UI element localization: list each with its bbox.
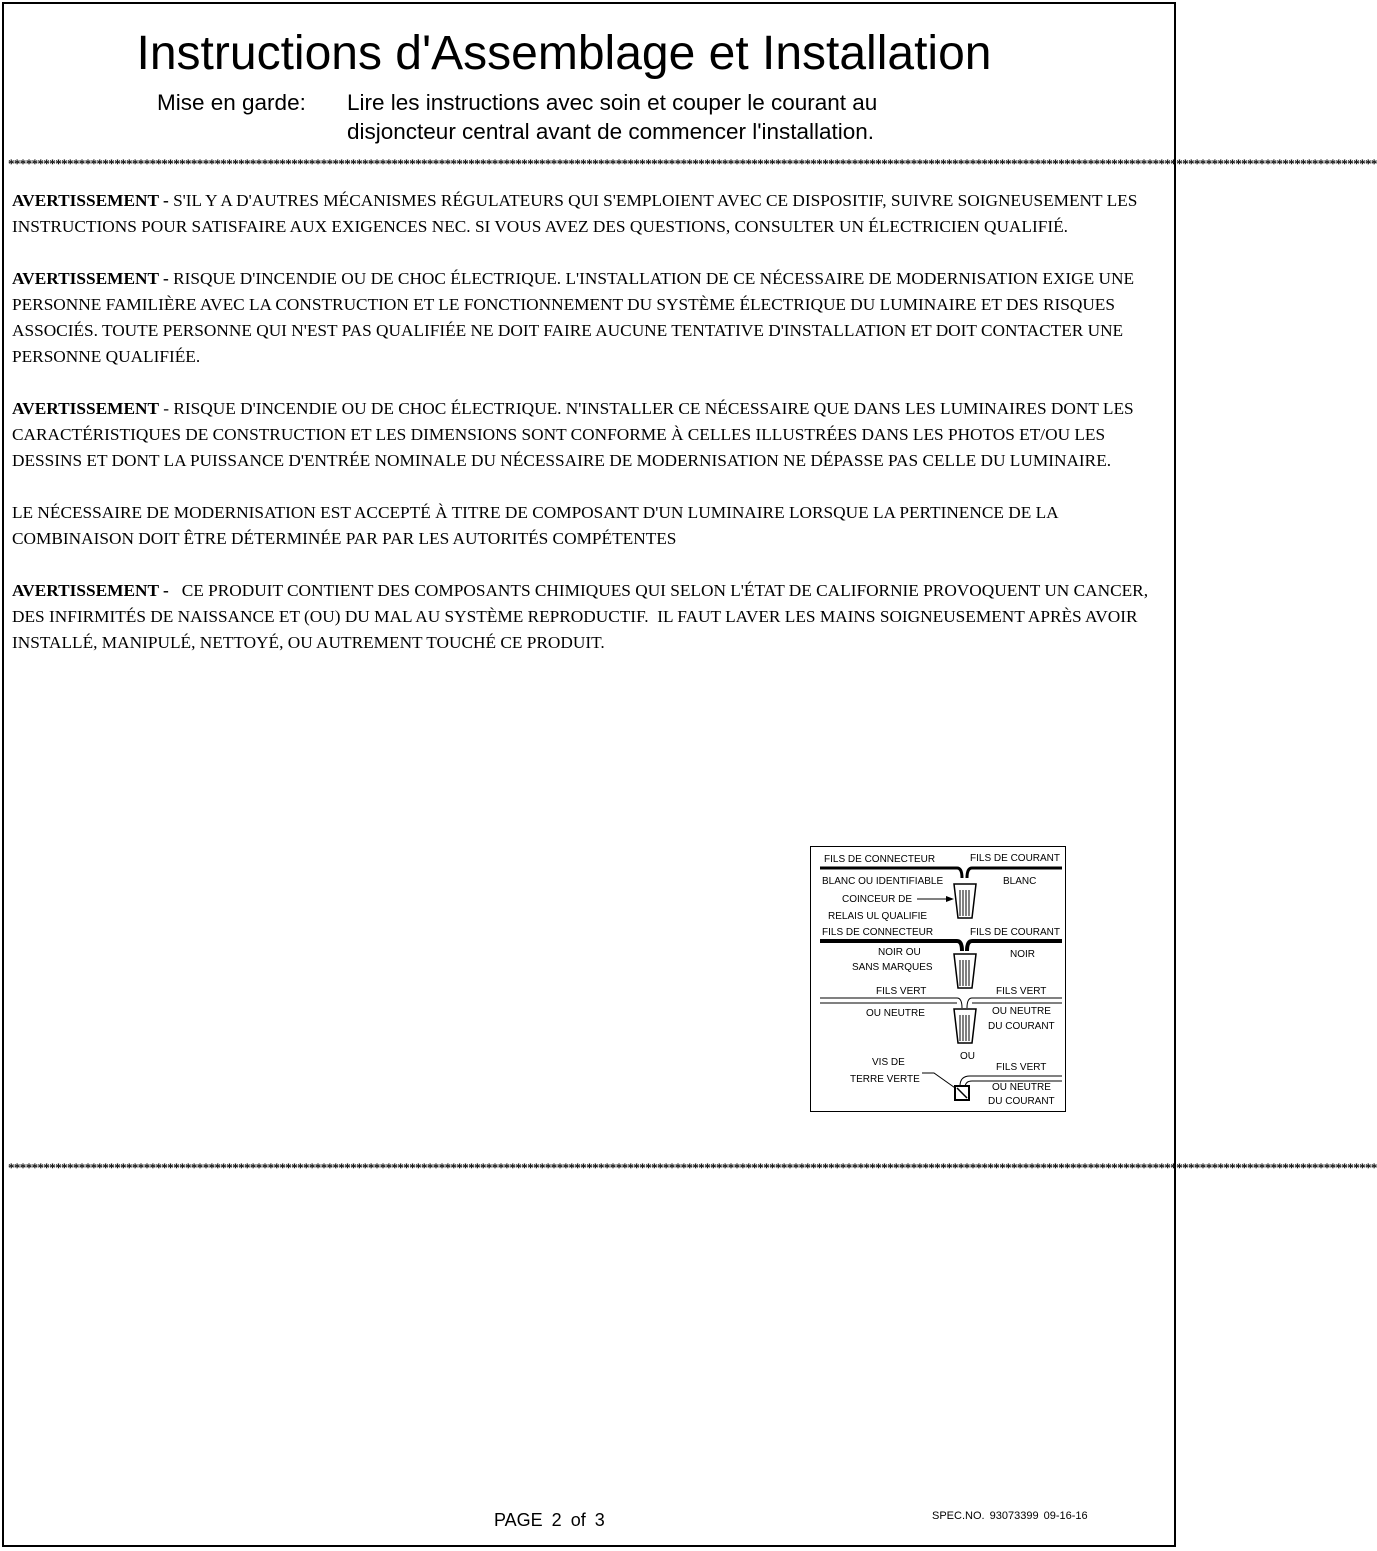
or-neutral-label: OU NEUTRE bbox=[866, 1008, 925, 1019]
warnings-section bbox=[12, 188, 1152, 682]
ground-screw-label-1: VIS DE bbox=[872, 1057, 905, 1068]
black-label: NOIR bbox=[1010, 949, 1035, 960]
supply-wires-label: FILS DE COURANT bbox=[970, 853, 1061, 864]
green-wire-label: FILS VERT bbox=[876, 986, 927, 997]
or-neutral-supply-label-1: OU NEUTRE bbox=[992, 1006, 1051, 1017]
separator-bottom: **************************************************************************************************************************************************************************************************************************************** bbox=[8, 1160, 1377, 1175]
wire-nut-icon bbox=[954, 1009, 976, 1043]
instruction-page bbox=[2, 2, 1377, 1547]
green-wire-label: FILS VERT bbox=[996, 1062, 1047, 1073]
notice-text: LE NÉCESSAIRE DE MODERNISATION EST ACCEPTÉ À TITRE DE COMPOSANT D'UN LUMINAIRE LORSQUE LA PERTINENCE DE LA COMBINAISON DOIT ÊTRE DÉTERMINÉE PAR PAR LES AUTORITÉS COMPÉTENTES bbox=[12, 503, 1058, 548]
warning-label: AVERTISSEMENT - bbox=[12, 269, 174, 288]
notice-paragraph bbox=[12, 500, 1152, 552]
page-number: PAGE 2 of 3 bbox=[494, 1510, 605, 1530]
warning-text: RISQUE D'INCENDIE OU DE CHOC ÉLECTRIQUE. L'INSTALLATION DE CE NÉCESSAIRE DE MODERNISATION EXIGE UNE PERSONNE FAMILIÈRE AVEC LA CONSTRUCTION ET LE FONCTIONNEMENT DU SYSTÈME ÉLECTRIQUE DU LUMINAIRE ET DES RISQUES ASSOCIÉS. TOUTE PERSONNE QUI N'EST PAS QUALIFIÉE NE DOIT FAIRE AUCUNE TENTATIVE D'INSTALLATION ET DOIT CONTACTER UNE PERSONNE QUALIFIÉE. bbox=[12, 269, 1135, 366]
white-label: BLANC bbox=[1003, 876, 1037, 887]
or-neutral-supply-label-2: DU COURANT bbox=[988, 1096, 1055, 1107]
white-or-identified-label: BLANC OU IDENTIFIABLE bbox=[822, 876, 944, 887]
wire-nut-icon bbox=[954, 884, 976, 918]
warning-label: AVERTISSEMENT - bbox=[12, 191, 174, 210]
or-neutral-supply-label-2: DU COURANT bbox=[988, 1021, 1055, 1032]
separator-top: **************************************************************************************************************************************************************************************************************************************** bbox=[8, 156, 1377, 171]
warning-label: AVERTISSEMENT - bbox=[12, 581, 174, 600]
or-label: OU bbox=[960, 1051, 975, 1062]
warning-label: AVERTISSEMENT bbox=[12, 399, 159, 418]
warning-text: - RISQUE D'INCENDIE OU DE CHOC ÉLECTRIQUE. N'INSTALLER CE NÉCESSAIRE QUE DANS LES LUMINAIRES DONT LES CARACTÉRISTIQUES DE CONSTRUCTION ET LES DIMENSIONS SONT CONFORME À CELLES ILLUSTRÉES DANS LES PHOTOS ET/OU LES DESSINS ET DONT LA PUISSANCE D'ENTRÉE NOMINALE DU NÉCESSAIRE DE MODERNISATION NE DÉPASSE PAS CELLE DU LUMINAIRE. bbox=[12, 399, 1134, 470]
spec-number: SPEC.NO. 93073399 09-16-16 bbox=[932, 1510, 1088, 1522]
warning-paragraph bbox=[12, 188, 1152, 240]
warning-text: S'IL Y A D'AUTRES MÉCANISMES RÉGULATEURS QUI S'EMPLOIENT AVEC CE DISPOSITIF, SUIVRE SOIGNEUSEMENT LES INSTRUCTIONS POUR SATISFAIRE AUX EXIGENCES NEC. SI VOUS AVEZ DES QUESTIONS, CONSULTER UN ÉLECTRICIEN QUALIFIÉ. bbox=[12, 191, 1138, 236]
fixture-wires-label: FILS DE CONNECTEUR bbox=[822, 927, 934, 938]
green-wire-label: FILS VERT bbox=[996, 986, 1047, 997]
wire-nut-icon bbox=[954, 954, 976, 988]
supply-wires-label: FILS DE COURANT bbox=[970, 927, 1061, 938]
fixture-wires-label: FILS DE CONNECTEUR bbox=[824, 854, 936, 865]
warning-paragraph bbox=[12, 266, 1152, 370]
caution-label: Mise en garde: bbox=[157, 90, 306, 115]
caution-line-2: disjoncteur central avant de commencer l'installation. bbox=[347, 119, 875, 144]
warning-paragraph bbox=[12, 396, 1152, 474]
black-or-unmarked-label-1: NOIR OU bbox=[878, 947, 921, 958]
caution-notice bbox=[157, 88, 977, 146]
ground-screw-label-2: TERRE VERTE bbox=[850, 1074, 920, 1085]
wire-connector-label-2: RELAIS UL QUALIFIE bbox=[828, 911, 928, 922]
warning-text: CE PRODUIT CONTIENT DES COMPOSANTS CHIMIQUES QUI SELON L'ÉTAT DE CALIFORNIE PROVOQUENT UN CANCER, DES INFIRMITÉS DE NAISSANCE ET (OU) DU MAL AU SYSTÈME REPRODUCTIF. IL FAUT LAVER LES MAINS SOIGNEUSEMENT APRÈS AVOIR INSTALLÉ, MANIPULÉ, NETTOYÉ, OU AUTREMENT TOUCHÉ CE PRODUIT. bbox=[12, 581, 1153, 652]
black-or-unmarked-label-2: SANS MARQUES bbox=[852, 962, 933, 973]
wiring-diagram bbox=[810, 846, 1066, 1112]
page-title: Instructions d'Assemblage et Installation bbox=[136, 27, 992, 80]
wire-connector-label-1: COINCEUR DE bbox=[842, 894, 913, 905]
or-neutral-supply-label-1: OU NEUTRE bbox=[992, 1082, 1051, 1093]
warning-paragraph bbox=[12, 578, 1152, 656]
caution-line-1: Lire les instructions avec soin et couper le courant au bbox=[347, 90, 878, 115]
